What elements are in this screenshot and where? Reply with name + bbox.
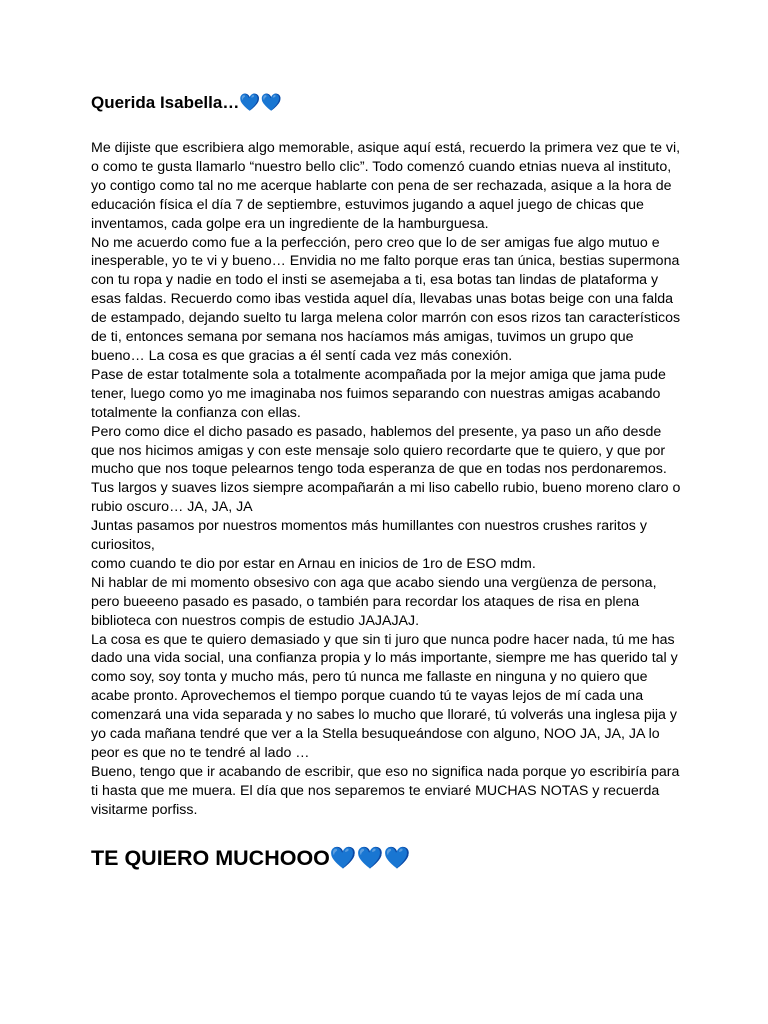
letter-body [91, 139, 687, 820]
paragraph: La cosa es que te quiero demasiado y que sin ti juro que nunca podre hacer nada, tú me has dado una vida social, una confianza propia y lo más importante, siempre me has querido tal y como soy, soy tonta y mucho más, pero tú nunca me fallaste en ninguna y no quiero que acabe pronto. Aprovechemos el tiempo porque cuando tú te vayas lejos de mí cada una comenzará una vida separada y no sabes lo mucho que lloraré, tú volverás una inglesa pija y yo cada mañana tendré que ver a la Stella besuqueándose con alguno, NOO JA, JA, JA lo peor es que no te tendré al lado … [91, 631, 678, 761]
greeting-text: Querida Isabella… [91, 93, 240, 112]
paragraph: Pase de estar totalmente sola a totalmente acompañada por la mejor amiga que jama pude tener, luego como yo me imaginaba nos fuimos separando con nuestras amigas acabando totalmente la confianza con ellas. [91, 366, 666, 421]
blue-heart-icon: 💙💙💙 [329, 846, 411, 870]
closing-text: TE QUIERO MUCHOOO [91, 846, 330, 870]
letter-closing [91, 843, 410, 873]
paragraph: Pero como dice el dicho pasado es pasado, hablemos del presente, ya paso un año desde que nos hicimos amigas y con este mensaje solo quiero recordarte que te quiero, y que por mucho que nos toque pelearnos tengo toda esperanza de que en todas nos perdonaremos. Tus largos y suaves lizos siempre acompañarán a mi liso cabello rubio, bueno moreno claro o rubio oscuro… JA, JA, JA [91, 423, 681, 516]
letter-greeting [91, 90, 282, 116]
blue-heart-icon: 💙💙 [239, 93, 282, 112]
paragraph: Bueno, tengo que ir acabando de escribir, que eso no significa nada porque yo escribiría para ti hasta que me muera. El día que nos separemos te enviaré MUCHAS NOTAS y recuerda visitarme porfiss. [91, 763, 680, 818]
paragraph: Ni hablar de mi momento obsesivo con aga que acabo siendo una vergüenza de persona, pero bueeeno pasado es pasado, o también para recordar los ataques de risa en plena biblioteca con nuestros compis de estudio JAJAJAJ. [91, 574, 657, 629]
paragraph: como cuando te dio por estar en Arnau en inicios de 1ro de ESO mdm. [91, 555, 536, 572]
paragraph: No me acuerdo como fue a la perfección, pero creo que lo de ser amigas fue algo mutuo e inesperable, yo te vi y bueno… Envidia no me falto porque eras tan única, bestias supermona con tu ropa y nadie en todo el insti se asemejaba a ti, esa botas tan lindas de plataforma y esas faldas. Recuerdo como ibas vestida aquel día, llevabas unas botas beige con una falda de estampado, dejando suelto tu larga melena color marrón con esos rizos tan característicos de ti, entonces semana por semana nos hacíamos más amigas, tuvimos un grupo que bueno… La cosa es que gracias a él sentí cada vez más conexión. [91, 234, 681, 364]
paragraph: Me dijiste que escribiera algo memorable, asique aquí está, recuerdo la primera vez que te vi, o como te gusta llamarlo “nuestro bello clic”. Todo comenzó cuando etnias nueva al instituto, yo contigo como tal no me acerque hablarte con pena de ser rechazada, asique a la hora de educación física el día 7 de septiembre, estuvimos jugando a aquel juego de chicas que inventamos, cada golpe era un ingrediente de la hamburguesa. [91, 140, 681, 232]
paragraph: Juntas pasamos por nuestros momentos más humillantes con nuestros crushes raritos y curiositos, [91, 518, 647, 554]
